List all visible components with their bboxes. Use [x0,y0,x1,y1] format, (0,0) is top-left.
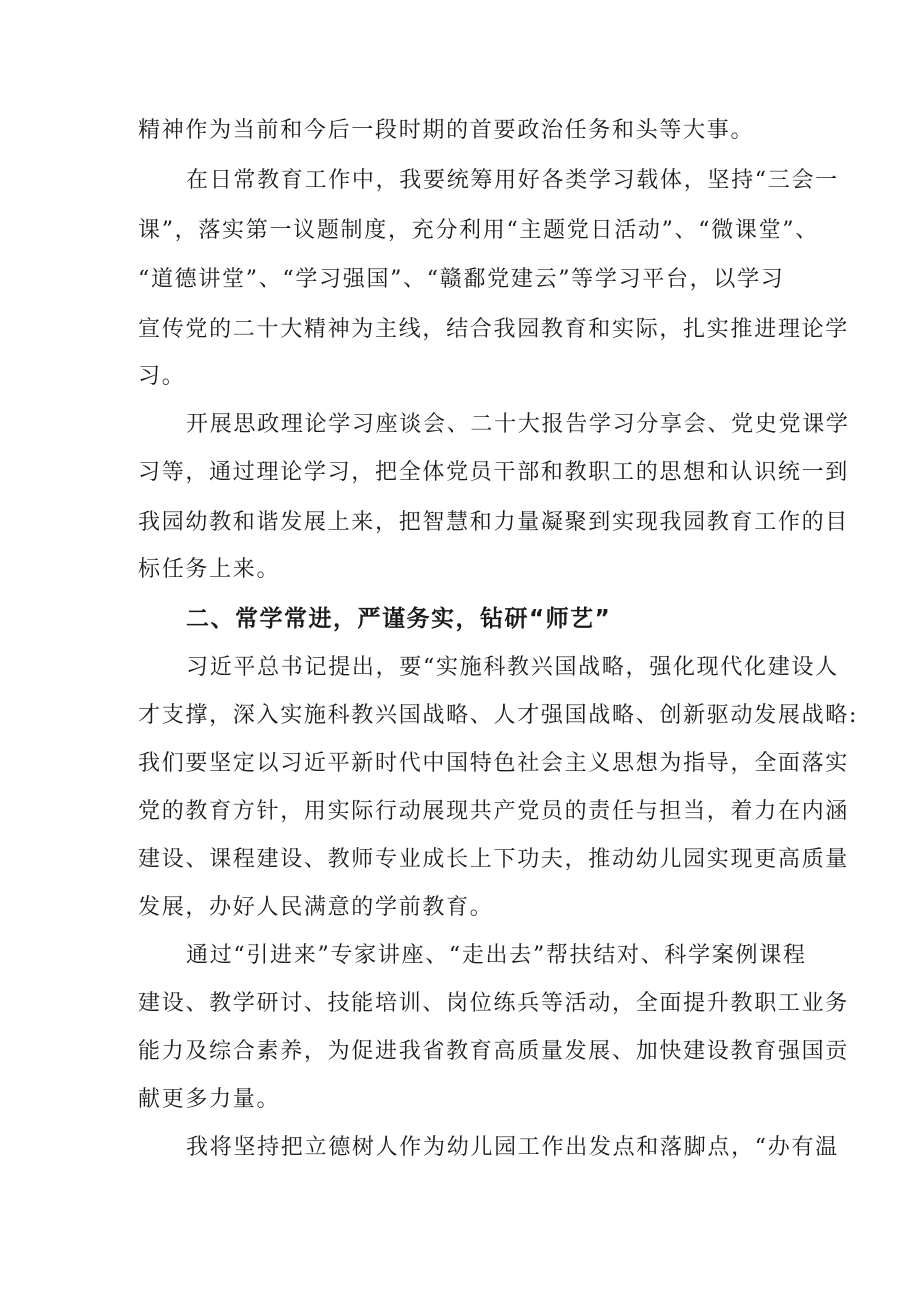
paragraph-4-line-1: 习近平总书记提出，要“实施科教兴国战略，强化现代化建设人 [186,655,839,680]
paragraph-2-line-2: 课”，落实第一议题制度，充分利用“主题党日活动”、“微课堂”、 [138,218,819,243]
section-heading: 二、常学常进，严谨务实，钻研“师艺” [186,606,612,632]
paragraph-3-line-4: 标任务上来。 [138,557,281,582]
paragraph-3-line-2: 习等，通过理论学习，把全体党员干部和教职工的思想和认识统一到 [138,460,850,485]
paragraph-2-line-5: 习。 [138,364,186,389]
paragraph-2-line-1: 在日常教育工作中，我要统筹用好各类学习载体，坚持“三会一 [186,168,839,193]
paragraph-5-line-2: 建设、教学研讨、技能培训、岗位练兵等活动，全面提升教职工业务 [138,991,850,1016]
paragraph-5-line-1: 通过“引进来”专家讲座、“走出去”帮扶结对、科学案例课程 [186,943,807,968]
paragraph-2-line-3: “道德讲堂”、“学习强国”、“赣鄱党建云”等学习平台，以学习 [138,267,785,292]
paragraph-3-line-3: 我园幼教和谐发展上来，把智慧和力量凝聚到实现我园教育工作的目 [138,510,850,535]
paragraph-4-line-5: 建设、课程建设、教师专业成长上下功夫，推动幼儿园实现更高质量 [138,847,850,872]
paragraph-4-line-2: 才支撑，深入实施科教兴国战略、人才强国战略、创新驱动发展战略: [138,703,859,728]
paragraph-4-line-3: 我们要坚定以习近平新时代中国特色社会主义思想为指导，全面落实 [138,751,850,776]
paragraph-5-line-4: 献更多力量。 [138,1087,281,1112]
paragraph-2-line-4: 宣传党的二十大精神为主线，结合我园教育和实际，扎实推进理论学 [138,317,850,342]
paragraph-4-line-6: 发展，办好人民满意的学前教育。 [138,895,494,920]
paragraph-5-line-3: 能力及综合素养，为促进我省教育高质量发展、加快建设教育强国贡 [138,1039,850,1064]
paragraph-1-line-1: 精神作为当前和今后一段时期的首要政治任务和头等大事。 [138,118,755,143]
paragraph-3-line-1: 开展思政理论学习座谈会、二十大报告学习分享会、党史党课学 [186,412,850,437]
paragraph-4-line-4: 党的教育方针，用实际行动展现共产党员的责任与担当，着力在内涵 [138,799,850,824]
paragraph-6-line-1: 我将坚持把立德树人作为幼儿园工作出发点和落脚点，“办有温 [186,1135,839,1160]
